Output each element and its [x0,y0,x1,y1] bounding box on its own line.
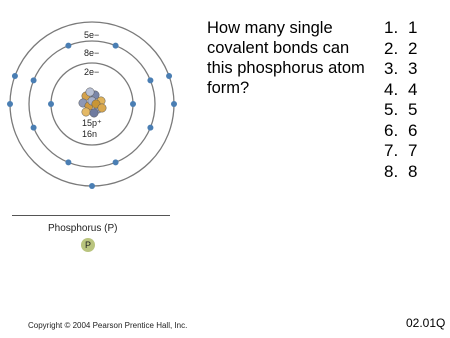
middle-shell-label: 8e− [84,48,100,58]
nucleon [86,88,94,96]
answer-list [384,18,428,182]
answer-value: 3 [408,59,418,78]
answer-number: 5. [384,100,399,119]
electron [113,159,119,165]
electron [113,43,119,49]
electron [65,159,71,165]
electron [147,125,153,131]
answer-value: 6 [408,120,418,140]
answer-number: 7. [384,141,399,160]
nucleon [90,109,98,117]
divider-line [12,215,170,216]
answer-option-7[interactable] [384,141,428,162]
element-name: Phosphorus (P) [48,223,118,234]
answer-option-1[interactable] [384,18,428,39]
electron [31,77,37,83]
element-symbol-badge: P [81,238,95,252]
answer-value: 1 [408,18,418,37]
nucleus [79,88,106,117]
answer-number: 6. [384,120,399,140]
nucleon [98,104,106,112]
electron [89,183,95,189]
nucleon [82,108,90,116]
answer-number: 8. [384,161,399,181]
electron [171,101,177,107]
answer-number: 3. [384,59,399,78]
answer-value: 4 [408,79,418,99]
electron [130,101,136,107]
answer-value: 8 [408,161,418,181]
electron [65,43,71,49]
answer-option-2[interactable] [384,39,428,60]
electron [31,125,37,131]
inner-shell-label: 2e− [84,67,100,77]
answer-number: 2. [384,38,399,58]
neutron-count: 16n [82,129,98,139]
electron [166,73,172,79]
answer-option-6[interactable] [384,121,428,142]
electron [12,73,18,79]
copyright-text: Copyright © 2004 Pearson Prentice Hall, Inc. [28,321,188,330]
answer-number: 4. [384,79,399,99]
answer-option-4[interactable] [384,80,428,101]
atom-diagram [0,0,190,215]
question-text: How many single covalent bonds can this phosphorus atom form? [207,19,365,97]
electron [48,101,54,107]
proton-count: 15p⁺ [82,118,102,128]
answer-number: 1. [384,18,399,37]
electron [147,77,153,83]
slide-id: 02.01Q [406,316,446,330]
answer-option-3[interactable] [384,59,428,80]
answer-value: 2 [408,38,418,58]
outer-shell-label: 5e− [84,30,100,40]
answer-option-5[interactable] [384,100,428,121]
answer-value: 7 [408,141,418,160]
answer-option-8[interactable] [384,162,428,183]
electron [7,101,13,107]
answer-value: 5 [408,100,418,119]
